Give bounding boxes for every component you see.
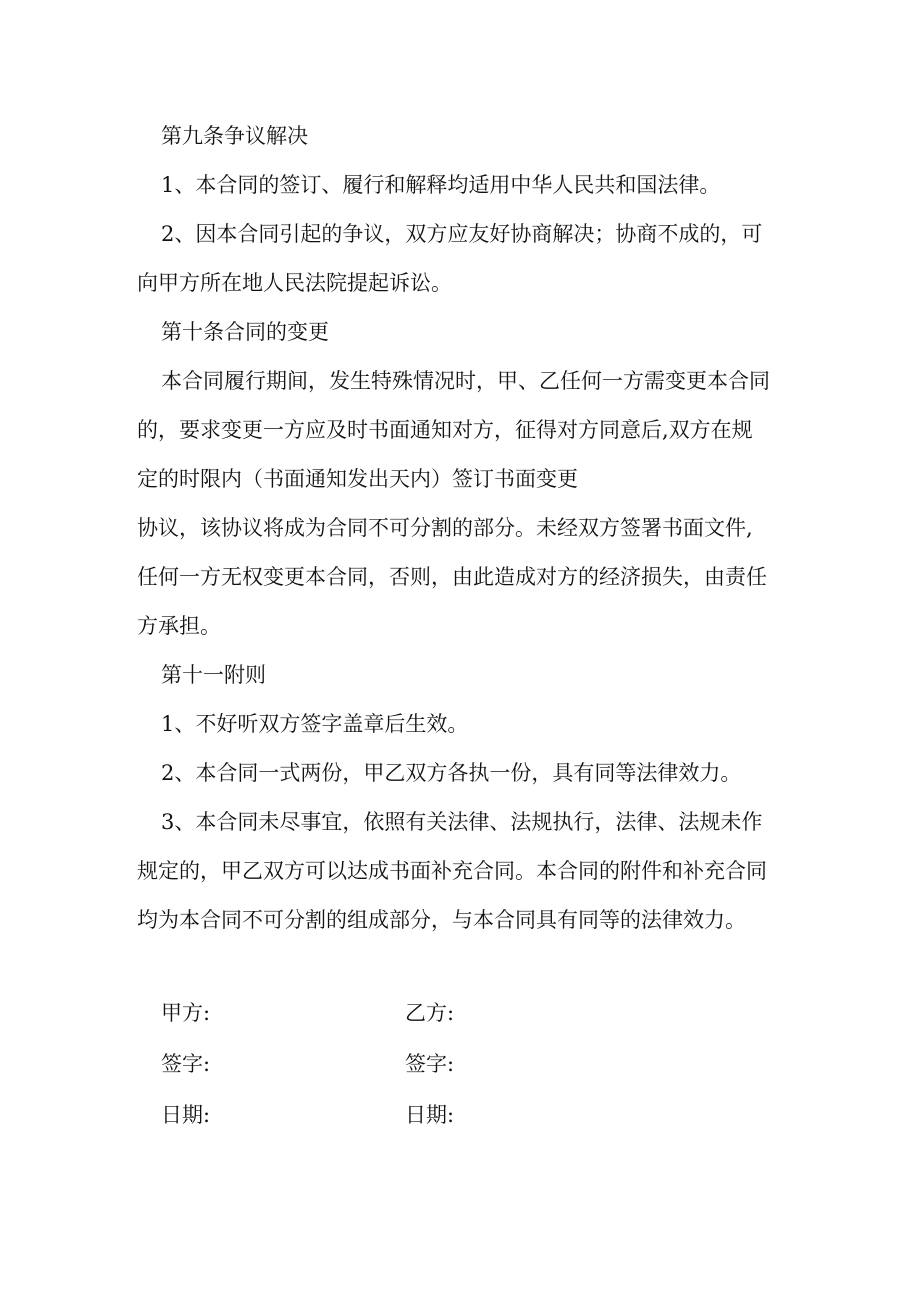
paragraph-line: 向甲方所在地人民法院提起诉讼。 xyxy=(137,271,452,295)
section-heading-appendix: 第十一附则 xyxy=(161,663,266,687)
paragraph-line: 3、本合同未尽事宜，依照有关法律、法规执行，法律、法规未作 xyxy=(161,810,763,834)
party-b-label: 乙方: xyxy=(405,1001,455,1025)
paragraph-line: 2、本合同一式两份，甲乙双方各执一份，具有同等法律效力。 xyxy=(161,761,742,785)
paragraph-line: 规定的，甲乙双方可以达成书面补充合同。本合同的附件和补充合同 xyxy=(137,859,767,883)
contract-body xyxy=(137,112,787,945)
paragraph-line: 协议，该协议将成为合同不可分割的部分。未经双方签署书面文件, xyxy=(137,516,753,540)
paragraph-line: 1、本合同的签订、履行和解释均适用中华人民共和国法律。 xyxy=(161,173,721,197)
date-a-label: 日期: xyxy=(161,1103,211,1127)
paragraph-line: 1、不好听双方签字盖章后生效。 xyxy=(161,712,469,736)
paragraph-line: 均为本合同不可分割的组成部分，与本合同具有同等的法律效力。 xyxy=(137,908,746,932)
paragraph-line: 2、因本合同引起的争议，双方应友好协商解决；协商不成的，可 xyxy=(161,222,763,246)
section-heading-change: 第十条合同的变更 xyxy=(161,320,329,344)
signature-b-label: 签字: xyxy=(405,1052,455,1076)
paragraph-line: 定的时限内（书面通知发出天内）签订书面变更 xyxy=(137,467,578,491)
section-heading-dispute: 第九条争议解决 xyxy=(161,124,308,148)
party-a-label: 甲方: xyxy=(161,1001,211,1025)
signature-a-label: 签字: xyxy=(161,1052,211,1076)
paragraph-line: 本合同履行期间，发生特殊情况时，甲、乙任何一方需变更本合同 xyxy=(161,369,770,393)
paragraph-line: 任何一方无权变更本合同，否则，由此造成对方的经济损失，由责任 xyxy=(137,565,767,589)
date-b-label: 日期: xyxy=(405,1103,455,1127)
paragraph-line: 方承担。 xyxy=(137,614,221,638)
paragraph-line: 的，要求变更一方应及时书面通知对方，征得对方同意后,双方在规 xyxy=(137,418,753,442)
